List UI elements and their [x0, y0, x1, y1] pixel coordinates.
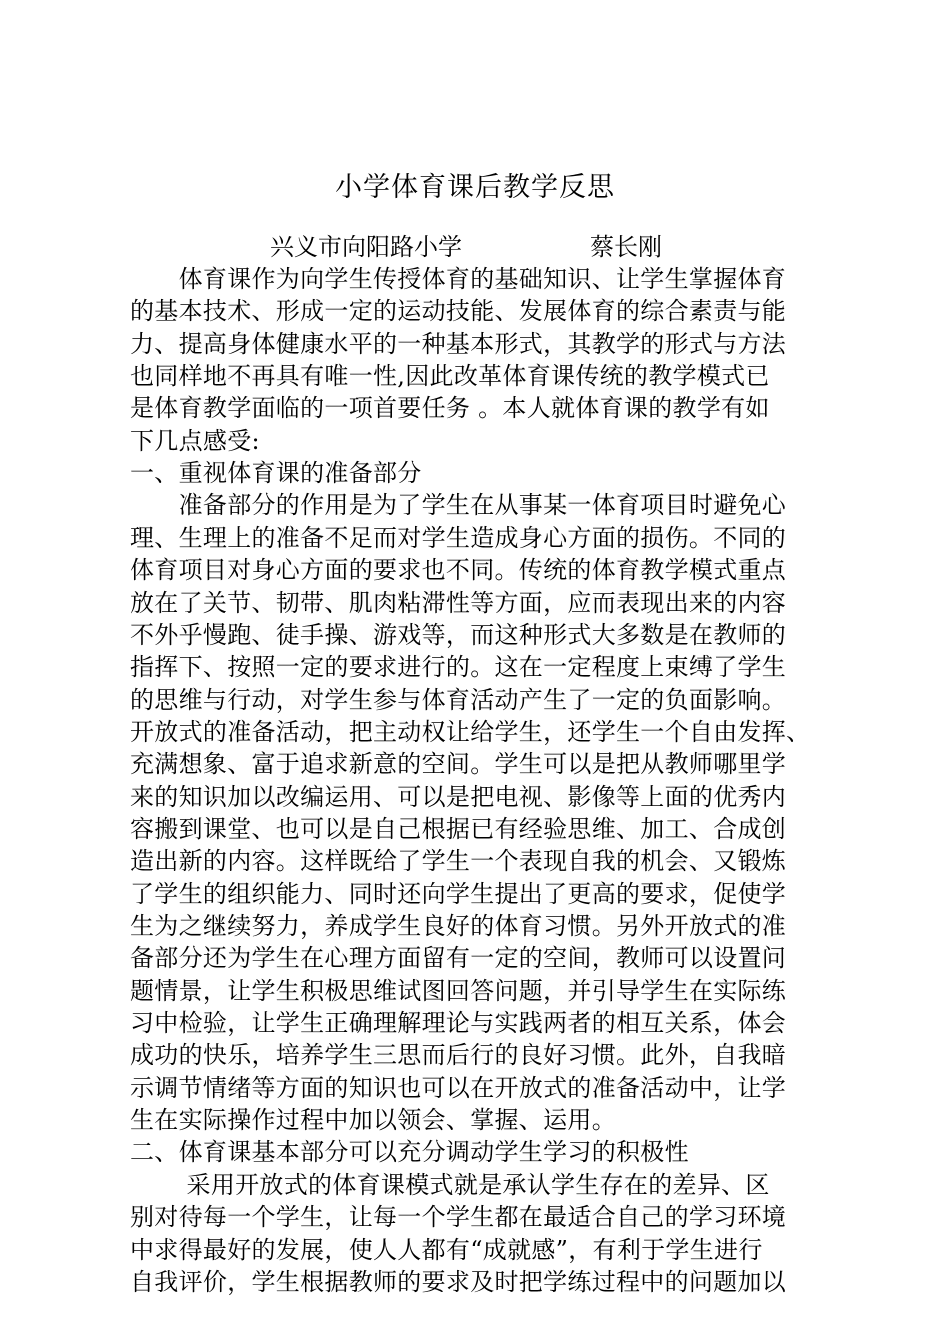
body-text-line: 是体育教学面临的一项首要任务 。本人就体育课的教学有如 [130, 394, 770, 422]
body-text-line: 备部分还为学生在心理方面留有一定的空间，教师可以设置问 [130, 944, 787, 972]
document-title: 小学体育课后教学反思 [335, 172, 615, 203]
body-text-line: 来的知识加以改编运用、可以是把电视、影像等上面的优秀内 [130, 783, 787, 811]
section-heading: 二、体育课基本部分可以充分调动学生学习的积极性 [130, 1138, 689, 1166]
body-text-line: 放在了关节、韧带、肌肉粘滞性等方面，应而表现出来的内容 [130, 589, 787, 617]
body-text-line: 了学生的组织能力、同时还向学生提出了更高的要求，促使学 [130, 880, 787, 908]
body-text-line: 容搬到课堂、也可以是自己根据已有经验思维、加工、合成创 [130, 815, 787, 843]
body-text-line: 的基本技术、形成一定的运动技能、发展体育的综合素责与能 [130, 297, 787, 325]
body-text-line: 准备部分的作用是为了学生在从事某一体育项目时避免心 [130, 491, 787, 519]
body-text-line: 体育项目对身心方面的要求也不同。传统的体育教学模式重点 [130, 556, 787, 584]
body-text-line: 生在实际操作过程中加以领会、掌握、运用。 [130, 1106, 616, 1134]
body-text-line: 题情景，让学生积极思维试图回答问题，并引导学生在实际练 [130, 977, 787, 1005]
body-text-line: 理、生理上的准备不足而对学生造成身心方面的损伤。不同的 [130, 524, 787, 552]
body-text-line: 充满想象、富于追求新意的空间。学生可以是把从教师哪里学 [130, 750, 787, 778]
section-heading: 一、重视体育课的准备部分 [130, 459, 422, 487]
body-text-line: 不外乎慢跑、徒手操、游戏等，而这种形式大多数是在教师的 [130, 621, 787, 649]
body-text-line: 示调节情绪等方面的知识也可以在开放式的准备活动中，让学 [130, 1074, 787, 1102]
body-text-line: 也同样地不再具有唯一性,因此改革体育课传统的教学模式已 [130, 362, 770, 390]
body-text-line: 习中检验，让学生正确理解理论与实践两者的相互关系，体会 [130, 1009, 787, 1037]
body-text-line: 指挥下、按照一定的要求进行的。这在一定程度上束缚了学生 [130, 653, 787, 681]
author-name: 蔡长刚 [590, 233, 662, 261]
body-text-line: 造出新的内容。这样既给了学生一个表现自我的机会、又锻炼 [130, 847, 787, 875]
body-text-line: 的思维与行动，对学生参与体育活动产生了一定的负面影响。 [130, 686, 787, 714]
body-text-line: 体育课作为向学生传授体育的基础知识、让学生掌握体育 [130, 265, 787, 293]
body-text-line: 成功的快乐，培养学生三思而后行的良好习惯。此外，自我暗 [130, 1041, 787, 1069]
body-text-line: 自我评价，学生根据教师的要求及时把学练过程中的问题加以 [130, 1268, 787, 1296]
body-text-line: 力、提高身体健康水平的一种基本形式，其教学的形式与方法 [130, 330, 787, 358]
body-text-line: 生为之继续努力，养成学生良好的体育习惯。另外开放式的准 [130, 912, 787, 940]
body-text-line: 采用开放式的体育课模式就是承认学生存在的差异、区 [130, 1171, 770, 1199]
school-name: 兴义市向阳路小学 [270, 233, 462, 261]
body-text-line: 开放式的准备活动，把主动权让给学生，还学生一个自由发挥、 [130, 718, 811, 746]
body-text-line: 下几点感受: [130, 427, 260, 455]
body-text-line: 别对待每一个学生，让每一个学生都在最适合自己的学习环境 [130, 1203, 787, 1231]
body-text-line: 中求得最好的发展，使人人都有“成就感”，有利于学生进行 [130, 1236, 763, 1264]
